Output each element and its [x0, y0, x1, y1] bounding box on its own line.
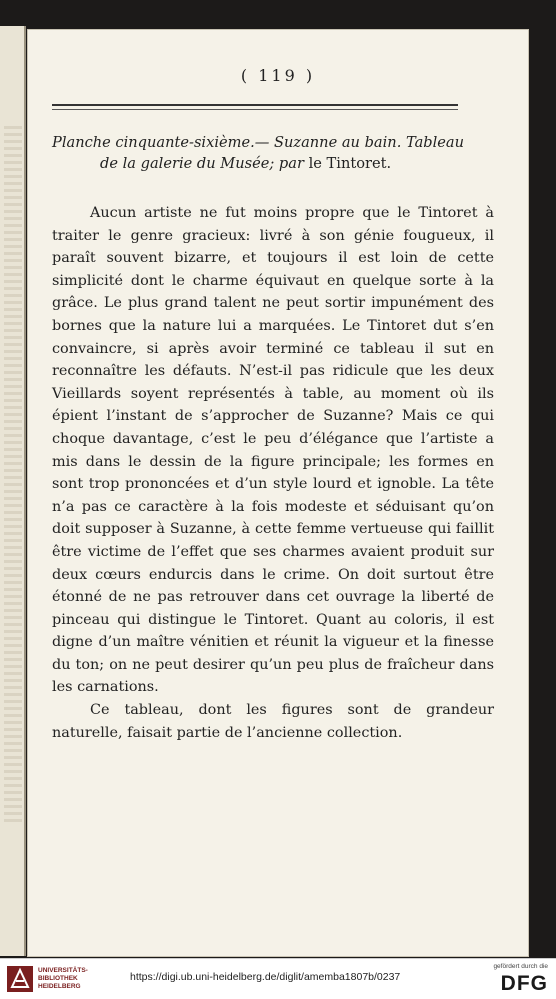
viewer-footer [0, 958, 556, 999]
library-name-line: UNIVERSITÄTS- [38, 967, 88, 974]
paragraph: Aucun artiste ne fut moins propre que le Tintoret à traiter le genre gracieux: livré à son génie fougueux, il paraît souvent bizarre, et toujours il est loin de cette simplicité dont le charme équivaut en quelque sorte à la grâce. Le plus grand talent ne peut sortir impunément des bornes que la nature lui a marquées. Le Tintoret dut s’en convaincre, si après avoir terminé ce tableau il sut en reconnaître les défauts. N’est-il pas ridicule que les deux Vieillards soyent représentés à table, au moment où ils épient l’instant de s’approcher de Suzanne? Mais ce qui choque davantage, c’est le peu d’élégance que l’artiste a mis dans le dessin de la figure principale; les formes en sont trop prononcées et d’un style lourd et ignoble. La tête n’a pas ce caractère à la fois modeste et séduisant qu’on doit supposer à Suzanne, à cette femme vertueuse qui faillit être victime de l’effet que ses charmes avaient produit sur deux cœurs endurcis dans le crime. On doit surtout être étonné de ne pas retrouver dans cet ouvrage la liberté de pinceau qui distingue le Tintoret. Quant au coloris, il est digne d’un maître vénitien et réunit la vigueur et la finesse du ton; on ne peut desirer qu’un peu plus de fraîcheur dans les carnations. [52, 205, 494, 696]
header-rule-thin [52, 109, 458, 110]
header-rule-thick [52, 104, 458, 106]
book-page [28, 30, 528, 956]
funding-note: gefördert durch die [493, 963, 548, 970]
facing-page-edge [0, 26, 26, 956]
permalink[interactable]: https://digi.ub.uni-heidelberg.de/diglit/amemba1807b/0237 [130, 971, 401, 983]
dfg-logo: DFG [500, 972, 548, 995]
plate-caption-artist: le Tintoret. [308, 155, 392, 172]
plate-caption-source: de la galerie du Musée; par [100, 155, 304, 172]
paragraph: Ce tableau, dont les figures sont de grandeur naturelle, faisait partie de l’ancienne collection. [52, 702, 494, 741]
page-number: ( 119 ) [240, 66, 316, 85]
library-name-line: HEIDELBERG [38, 983, 81, 990]
plate-caption-title: Planche cinquante-sixième.— Suzanne au bain. Tableau [52, 134, 465, 151]
facing-page-texture [4, 126, 22, 826]
body-text [52, 202, 494, 744]
university-seal-icon [6, 965, 34, 993]
plate-caption [52, 132, 494, 174]
library-name [38, 967, 88, 991]
plate-caption-line2 [52, 153, 494, 174]
library-name-line: BIBLIOTHEK [38, 975, 78, 982]
